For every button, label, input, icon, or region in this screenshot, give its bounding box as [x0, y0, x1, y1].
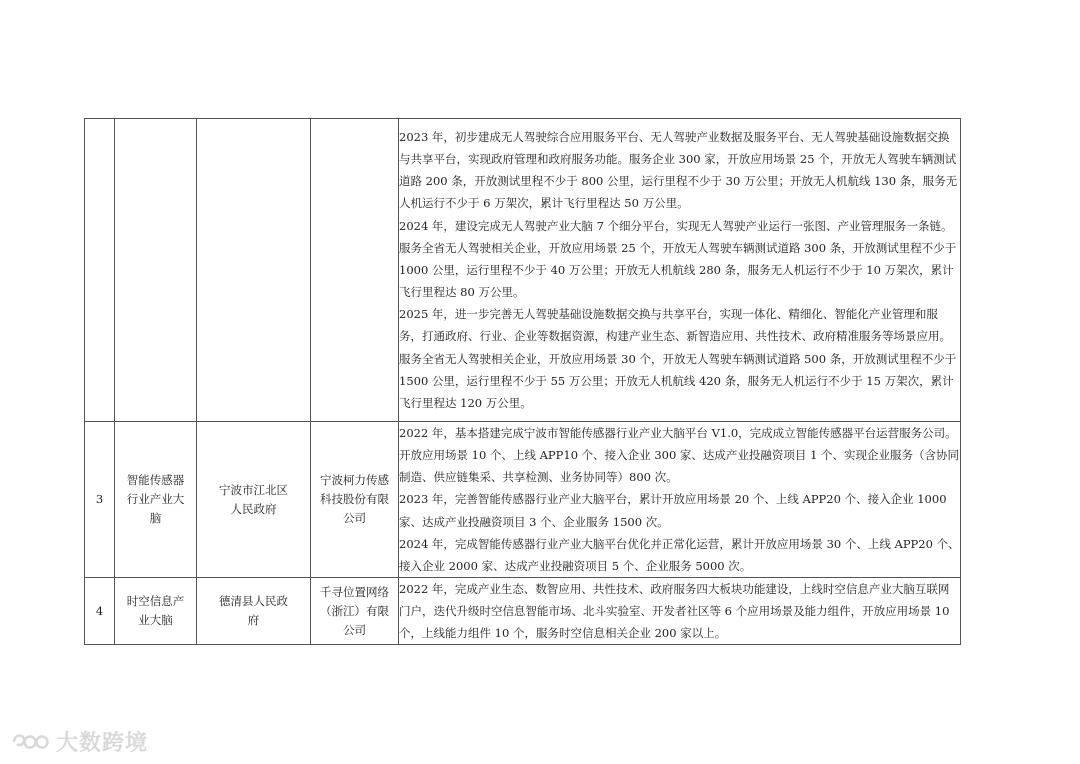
- project-name: [115, 119, 197, 422]
- unit-line: 人民政府: [230, 501, 277, 516]
- project-name-line: 脑: [149, 511, 162, 525]
- responsible-unit: [197, 578, 311, 645]
- goal-paragraph: 2022 年，完成产业生态、数智应用、共性技术、政府服务四大板块功能建设，上线时空信息产业大脑互联网门户，迭代升级时空信息智能市场、北斗实验室、开发者社区等 6 个应用场景及能力组件，开放应用场景 10 个，上线能力组件 10 个，服务时空信息相关企业 200 家以上。: [399, 582, 950, 641]
- org-line: 公司: [343, 511, 366, 525]
- goal-paragraph: 2025 年，进一步完善无人驾驶基础设施数据交换与共享平台，实现一体化、精细化、智能化产业管理和服务，打通政府、行业、企业等数据资源，构建产业生态、新智造应用、共性技术、政府精准服务等场景应用。服务全省无人驾驶相关企业，开放应用场景 30 个，开放无人驾驶车辆测试道路 500 条，开放测试里程不少于 1500 公里，运行里程不少于 55 万公里；开放无人机航线 420 条，服务无人机运行不少于 15 万架次，累计飞行里程达 120 万公里。: [399, 307, 957, 410]
- unit-line: 德清县人民政: [219, 594, 288, 609]
- watermark-text: 大数跨境: [56, 731, 149, 756]
- implementing-org: [311, 422, 399, 578]
- project-name-line: 时空信息产: [126, 594, 185, 609]
- row-number: 4: [85, 578, 115, 645]
- responsible-unit: [197, 422, 311, 578]
- project-name-line: 行业产业大: [126, 492, 185, 506]
- table-row: [85, 119, 961, 422]
- goal-paragraph: 2024 年，完成智能传感器行业产业大脑平台优化并正常化运营，累计开放应用场景 30 个、上线 APP20 个、接入企业 2000 家、达成产业投融资项目 5 个、企业服务 5000 次。: [399, 536, 960, 573]
- watermark: [10, 726, 148, 757]
- project-table: [84, 118, 961, 645]
- org-line: 宁波柯力传感: [320, 473, 389, 487]
- table-row: [85, 578, 961, 645]
- org-line: 公司: [343, 622, 366, 637]
- goal-paragraph: 2022 年，基本搭建完成宁波市智能传感器行业产业大脑平台 V1.0，完成成立智能传感器平台运营服务公司。开放应用场景 10 个、上线 APP10 个、接入企业 300 家、达成产业投融资项目 1 个、实现企业服务（含协同制造、供应链集采、共享检测、业务协同等）800 次。: [399, 426, 960, 485]
- unit-line: 宁波市江北区: [219, 482, 288, 497]
- goal-paragraph: 2024 年，建设完成无人驾驶产业大脑 7 个细分平台，实现无人驾驶产业运行一张图、产业管理服务一条链。服务全省无人驾驶相关企业，开放应用场景 25 个，开放无人驾驶车辆测试道路 300 条，开放测试里程不少于 1000 公里，运行里程不少于 40 万公里；开放无人机航线 280 条，服务无人机运行不少于 10 万架次，累计飞行里程达 80 万公里。: [399, 218, 957, 300]
- implementing-org: [311, 119, 399, 422]
- brand-logo-icon: [10, 730, 50, 754]
- table-row: [85, 422, 961, 578]
- goal-paragraph: 2023 年，完善智能传感器行业产业大脑平台，累计开放应用场景 20 个、上线 APP20 个、接入企业 1000 家、达成产业投融资项目 3 个、企业服务 1500 次。: [399, 492, 947, 529]
- project-goals: [399, 578, 961, 645]
- org-line: （浙江）有限: [320, 603, 389, 618]
- project-name: [115, 422, 197, 578]
- implementing-org: [311, 578, 399, 645]
- responsible-unit: [197, 119, 311, 422]
- org-line: 千寻位置网络: [320, 584, 389, 599]
- org-line: 科技股份有限: [320, 492, 389, 506]
- unit-line: 府: [247, 613, 260, 628]
- project-goals: [399, 119, 961, 422]
- project-name-line: 业大脑: [138, 613, 173, 628]
- project-name: [115, 578, 197, 645]
- goal-paragraph: 2023 年，初步建成无人驾驶综合应用服务平台、无人驾驶产业数据及服务平台、无人驾驶基础设施数据交换与共享平台，实现政府管理和政府服务功能。服务企业 300 家，开放应用场景 25 个，开放无人驾驶车辆测试道路 200 条，开放测试里程不少于 800 公里，运行里程不少于 30 万公里；开放无人机航线 130 条，服务无人机运行不少于 6 万架次，累计飞行里程达 50 万公里。: [399, 129, 958, 211]
- row-number: [85, 119, 115, 422]
- project-name-line: 智能传感器: [126, 473, 185, 487]
- project-goals: [399, 422, 961, 578]
- row-number: 3: [85, 422, 115, 578]
